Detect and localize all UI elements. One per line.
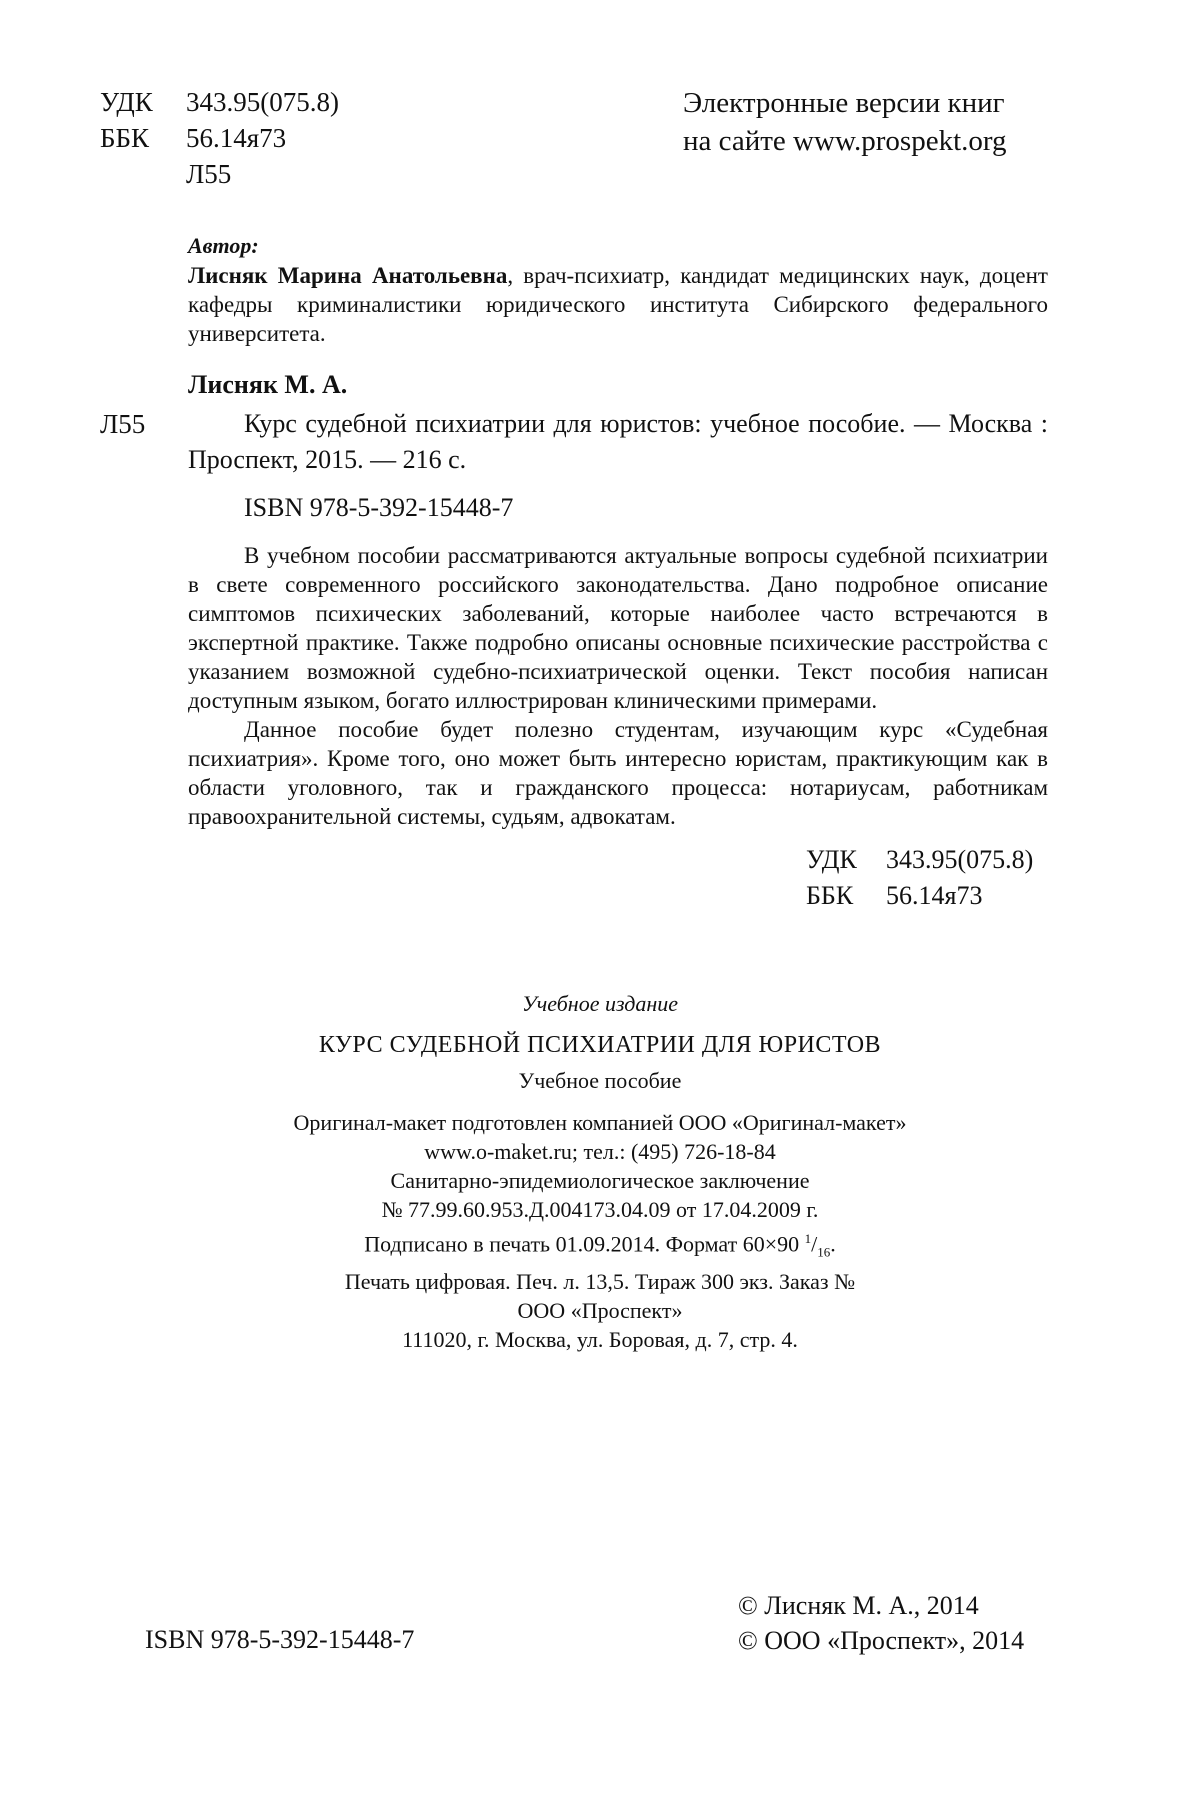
bbk-label-right: ББК: [806, 881, 854, 910]
udk-label: УДК: [100, 87, 153, 117]
signed-to-print: Подписано в печать 01.09.2014. Формат 60×90 $^1/_{16}$.: [364, 1231, 836, 1260]
print-details: Печать цифровая. Печ. л. 13,5. Тираж 300 экз. Заказ №: [344, 1268, 856, 1294]
book-title: КУРС СУДЕБНОЙ ПСИХИАТРИИ ДЛЯ ЮРИСТОВ: [318, 1032, 882, 1058]
publisher-address: 111020, г. Москва, ул. Боровая, д. 7, стр. 4.: [402, 1326, 798, 1352]
author-info: [188, 261, 1048, 348]
copyright-author: © Лисняк М. А., 2014: [738, 1591, 979, 1620]
imprint: [100, 990, 1100, 1354]
classification-codes-right: [806, 842, 1033, 914]
bibliography-line2: Проспект, 2015. — 216 с.: [188, 445, 467, 474]
format-separator: /: [811, 1231, 818, 1257]
bibliography-isbn: ISBN 978-5-392-15448-7: [244, 493, 514, 522]
bbk-row: [100, 120, 339, 156]
udk-row-right: [806, 842, 1033, 878]
bibliography-heading: Лисняк М. А.: [188, 370, 348, 399]
annotation-paragraph-1: В учебном пособии рассматриваются актуальные вопросы судебной психиатрии в свете современного российского законодательства. Дано подробное описание симптомов психических заболеваний, которые наиболее часто встречаются в экспертной практике. Также подробно описаны основные психические расстройства с указанием возможной судебно-психиатрической оценки. Текст пособия написан доступным языком, богато иллюстрирован клиническими примерами.: [188, 543, 1048, 713]
udk-value: 343.95(075.8): [186, 87, 339, 117]
format-denominator: 16: [817, 1244, 831, 1260]
bbk-value: 56.14я73: [186, 123, 287, 153]
bibliography-record: [188, 406, 1048, 478]
annotation: [188, 541, 1048, 831]
bibliography-mark: Л55: [100, 409, 146, 439]
publisher-name: ООО «Проспект»: [517, 1297, 683, 1323]
format-numerator: 1: [804, 1231, 812, 1246]
edition-kind: Учебное издание: [521, 991, 679, 1016]
copyright-block: [738, 1588, 1024, 1658]
author-label: Автор:: [188, 233, 259, 258]
author-mark: Л55: [186, 159, 232, 189]
udk-value-right: 343.95(075.8): [886, 845, 1034, 874]
layout-credit: Оригинал-макет подготовлен компанией ООО «Оригинал-макет»: [293, 1110, 907, 1135]
ebook-notice-line1: Электронные версии книг: [683, 87, 1005, 119]
bbk-label: ББК: [100, 123, 150, 153]
footer-isbn: ISBN 978-5-392-15448-7: [145, 1625, 415, 1654]
sanitary-conclusion: Санитарно-эпидемиологическое заключение: [390, 1168, 810, 1193]
sanitary-number: № 77.99.60.953.Д.004173.04.09 от 17.04.2009 г.: [381, 1197, 819, 1222]
udk-row: [100, 84, 339, 120]
copyright-publisher: © ООО «Проспект», 2014: [738, 1626, 1025, 1655]
author-description: , врач-психиатр, кандидат медицинских наук, доцент кафедры криминалистики юридического института Сибирского федерального университета.: [188, 263, 1048, 346]
bbk-value-right: 56.14я73: [886, 881, 983, 910]
bbk-row-right: [806, 878, 1033, 914]
author-mark-row: [100, 156, 339, 192]
bibliography-line1: Курс судебной психиатрии для юристов: учебное пособие. — Москва :: [244, 409, 1048, 438]
udk-label-right: УДК: [806, 845, 857, 874]
annotation-paragraph-2: Данное пособие будет полезно студентам, изучающим курс «Судебная психиатрия». Кроме того, оно может быть интересно юристам, практикующим как в области уголовного, так и гражданского процесса: нотариусам, работникам правоохранительной системы, судьям, адвокатам.: [188, 717, 1048, 829]
book-subtitle: Учебное пособие: [518, 1068, 682, 1093]
author-name: Лисняк Марина Анатольевна: [188, 263, 508, 288]
layout-contacts: www.o-maket.ru; тел.: (495) 726-18-84: [424, 1139, 776, 1164]
classification-codes: [100, 84, 339, 192]
ebook-notice: [683, 84, 1007, 160]
ebook-notice-line2: на сайте www.prospekt.org: [683, 125, 1007, 157]
